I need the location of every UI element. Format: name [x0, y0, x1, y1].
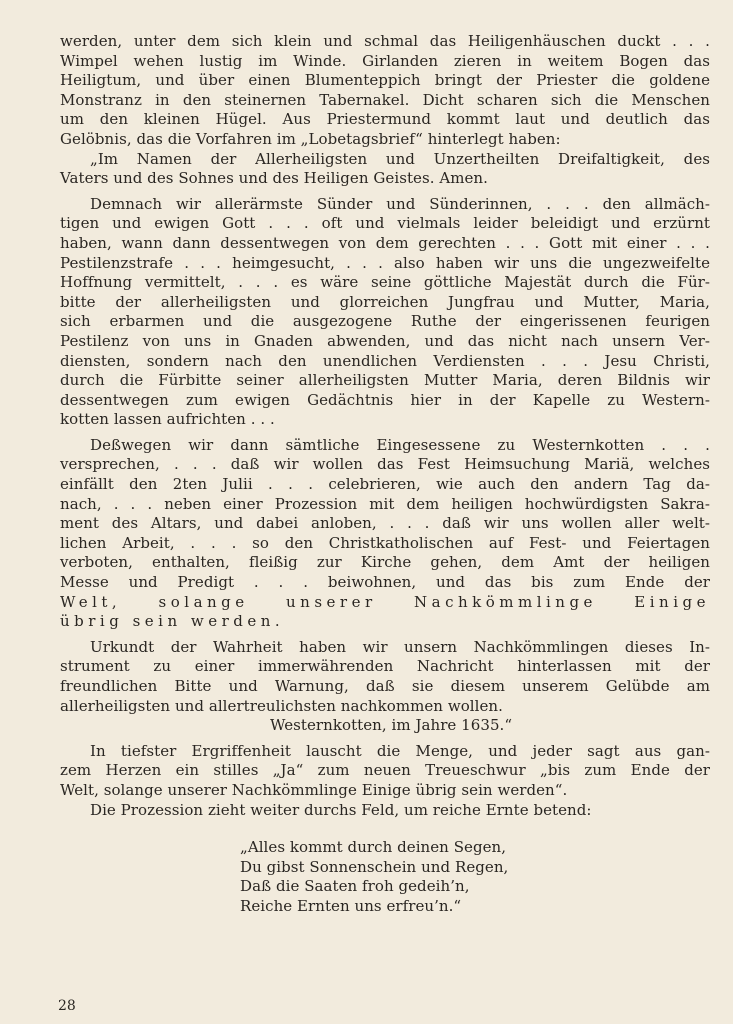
- text-line: In tiefster Ergriffenheit lauscht die Menge, und jeder sagt aus gan-: [90, 741, 710, 760]
- text-line: freundlichen Bitte und Warnung, daß sie diesem unserem Gelübde am: [60, 677, 710, 695]
- poem-line: Daß die Saaten froh gedeih’n,: [240, 877, 470, 896]
- text-line: allerheiligsten und allertreulichsten nachkommen wollen.: [60, 696, 503, 715]
- text-line: zem Herzen ein stilles „Ja“ zum neuen Treueschwur „bis zum Ende der: [60, 761, 710, 780]
- text-line: strument zu einer immerwährenden Nachricht hinterlassen mit der: [60, 657, 710, 676]
- text-line: nach, . . . neben einer Prozession mit dem heiligen hochwürdigsten Sakra-: [60, 494, 710, 513]
- text-line: lichen Arbeit, . . . so den Christkatholischen auf Fest- und Feiertagen: [60, 533, 710, 552]
- text-line: diensten, sondern nach den unendlichen Verdiensten . . . Jesu Christi,: [60, 351, 710, 370]
- text-line: Monstranz in den steinernen Tabernakel. Dicht scharen sich die Menschen: [60, 90, 710, 109]
- text-line: Messe und Predigt . . . beiwohnen, und das bis zum Ende der: [60, 573, 710, 592]
- text-line: versprechen, . . . daß wir wollen das Fest Heimsuchung Mariä, welches: [60, 455, 710, 474]
- text-line: Welt, solange unserer Nachkömmlinge Einige: [60, 592, 710, 611]
- text-line: Deßwegen wir dann sämtliche Eingesessene zu Westernkotten . . .: [90, 435, 710, 454]
- text-line: durch die Fürbitte seiner allerheiligsten Mutter Maria, deren Bildnis wir: [60, 371, 710, 390]
- poem-line: Du gibst Sonnenschein und Regen,: [240, 857, 509, 876]
- text-line: übrig sein werden.: [60, 612, 285, 631]
- text-line: tigen und ewigen Gott . . . oft und vielmals leider beleidigt und erzürnt: [60, 214, 710, 233]
- text-line: Pestilenz von uns in Gnaden abwenden, und das nicht nach unsern Ver-: [60, 331, 710, 350]
- text-line: Heiligtum, und über einen Blumenteppich bringt der Priester die goldene: [60, 71, 710, 90]
- page-number: 28: [58, 998, 76, 1014]
- text-line: verboten, enthalten, fleißig zur Kirche gehen, dem Amt der heiligen: [60, 553, 710, 572]
- signature-line: Westernkotten, im Jahre 1635.“: [270, 716, 513, 735]
- text-line: kotten lassen aufrichten . . .: [60, 410, 275, 429]
- text-line: Gelöbnis, das die Vorfahren im „Lobetagsbrief“ hinterlegt haben:: [60, 129, 561, 148]
- text-line: bitte der allerheiligsten und glorreichen Jungfrau und Mutter, Maria,: [60, 292, 710, 311]
- text-line: einfällt den 2ten Julii . . . celebrieren, wie auch den andern Tag da-: [60, 475, 710, 494]
- text-line: „Im Namen der Allerheiligsten und Unzertheilten Dreifaltigkeit, des: [90, 149, 710, 168]
- text-line: Wimpel wehen lustig im Winde. Girlanden zieren in weitem Bogen das: [60, 51, 710, 70]
- text-line: Welt, solange unserer Nachkömmlinge Einige übrig sein werden“.: [60, 780, 568, 799]
- poem-line: Reiche Ernten uns erfreu’n.“: [240, 896, 462, 915]
- text-line: um den kleinen Hügel. Aus Priestermund kommt laut und deutlich das: [60, 110, 710, 129]
- text-line: werden, unter dem sich klein und schmal das Heiligenhäuschen duckt . . .: [60, 32, 710, 50]
- text-line: sich erbarmen und die ausgezogene Ruthe der eingerissenen feurigen: [60, 312, 710, 331]
- text-line: Hoffnung vermittelt, . . . es wäre seine göttliche Majestät durch die Für-: [60, 273, 710, 292]
- text-line: Die Prozession zieht weiter durchs Feld, um reiche Ernte betend:: [90, 800, 592, 819]
- poem-line: „Alles kommt durch deinen Segen,: [240, 838, 507, 857]
- text-line: Urkundt der Wahrheit haben wir unsern Nachkömmlingen dieses In-: [90, 637, 710, 656]
- text-line: haben, wann dann dessentwegen von dem gerechten . . . Gott mit einer . . .: [60, 233, 710, 252]
- text-line: dessentwegen zum ewigen Gedächtnis hier in der Kapelle zu Western-: [60, 390, 710, 409]
- text-line: ment des Altars, und dabei anloben, . . . daß wir uns wollen aller welt-: [60, 514, 710, 533]
- poem: [60, 838, 710, 916]
- text-line: Demnach wir allerärmste Sünder und Sünderinnen, . . . den allmäch-: [90, 194, 710, 213]
- page-body: [60, 32, 710, 917]
- text-line: Pestilenzstrafe . . . heimgesucht, . . . also haben wir uns die ungezweifelte: [60, 253, 710, 272]
- text-line: Vaters und des Sohnes und des Heiligen Geistes. Amen.: [60, 169, 488, 188]
